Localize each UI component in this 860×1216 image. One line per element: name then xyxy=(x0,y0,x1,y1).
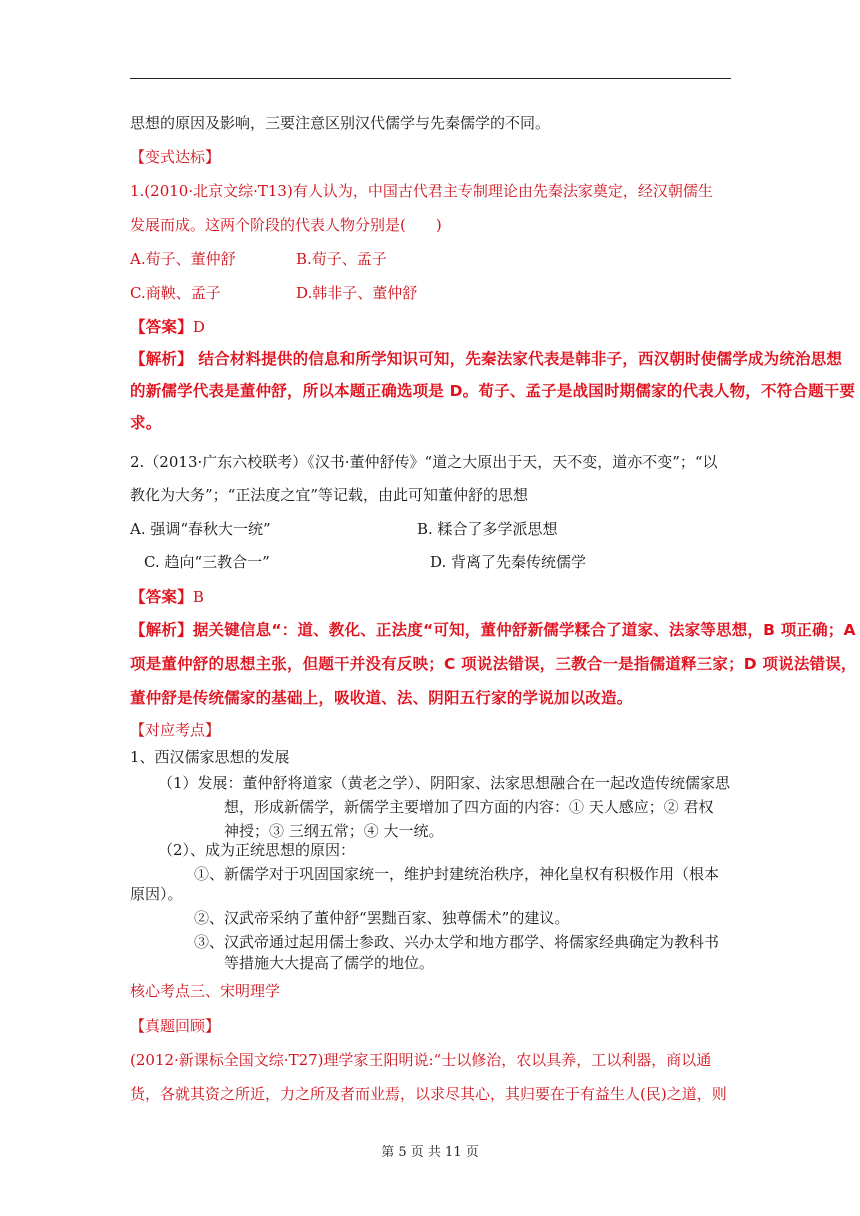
q2-stem-line1: 2.（2013·广东六校联考）《汉书·董仲舒传》“道之大原出于天，天不变，道亦不变”；“以 xyxy=(130,453,718,471)
q2-explanation-line1 xyxy=(130,620,856,640)
q2-answer: B xyxy=(192,588,204,606)
keypoint-line2: 想，形成新儒学，新儒学主要增加了四方面的内容：① 天人感应；② 君权 xyxy=(224,798,714,816)
keypoint-line1: （1）发展：董仲舒将道家（黄老之学）、阴阳家、法家思想融合在一起改造传统儒家思 xyxy=(158,774,731,792)
q2-explanation-label: 【解析】 xyxy=(130,621,193,639)
q2-explanation-line2: 项是董仲舒的思想主张，但题干并没有反映；C 项说法错误，三教合一是指儒道释三家；D 项说法错误， xyxy=(130,655,857,673)
intro-text: 思想的原因及影响，三要注意区别汉代儒学与先秦儒学的不同。 xyxy=(130,114,551,132)
q1-explanation-line2: 的新儒学代表是董仲舒，所以本题正确选项是 D。荀子、孟子是战国时期儒家的代表人物，不符合题干要 xyxy=(130,382,856,400)
q1-stem-line1: 1.(2010·北京文综·T13)有人认为，中国古代君主专制理论由先秦法家奠定，经汉朝儒生 xyxy=(130,182,713,200)
q1-option-c: C.商鞅、孟子 xyxy=(130,284,221,302)
core-question-line2: 货，各就其资之所近，力之所及者而业焉，以求尽其心，其归要在于有益生人(民)之道，则 xyxy=(130,1085,727,1103)
q2-explanation-line3: 董仲舒是传统儒家的基础上，吸收道、法、阴阳五行家的学说加以改造。 xyxy=(130,689,633,707)
q2-option-d: D. 背离了先秦传统儒学 xyxy=(430,553,587,571)
q1-option-d: D.韩非子、董仲舒 xyxy=(296,284,418,302)
core-section-title: 核心考点三、宋明理学 xyxy=(130,982,281,1000)
q2-option-b: B. 糅合了多学派思想 xyxy=(417,520,558,538)
keypoint-line5: ①、新儒学对于巩固国家统一，维护封建统治秩序，神化皇权有积极作用（根本 xyxy=(194,865,720,883)
q1-answer-label: 【答案】 xyxy=(130,318,193,336)
keypoint-line8: ③、汉武帝通过起用儒士参政、兴办太学和地方郡学、将儒家经典确定为教科书 xyxy=(194,933,720,951)
q1-stem-line2: 发展而成。这两个阶段的代表人物分别是( ) xyxy=(130,216,442,234)
keypoint-line9: 等措施大大提高了儒学的地位。 xyxy=(224,954,435,972)
section-heading-variant: 【变式达标】 xyxy=(130,148,221,166)
keypoint-line4: （2）、成为正统思想的原因： xyxy=(158,841,356,859)
header-rule xyxy=(130,78,731,79)
q1-option-b: B.荀子、孟子 xyxy=(296,250,387,268)
keypoint-line7: ②、汉武帝采纳了董仲舒“罢黜百家、独尊儒术”的建议。 xyxy=(194,909,570,927)
q2-answer-label: 【答案】 xyxy=(130,588,193,606)
q2-answer-line xyxy=(130,587,735,607)
section-heading-review: 【真题回顾】 xyxy=(130,1017,221,1035)
section-heading-keypoints: 【对应考点】 xyxy=(130,721,221,739)
q2-option-c: C. 趋向“三教合一” xyxy=(144,553,270,571)
q1-option-a: A.荀子、董仲舒 xyxy=(130,250,236,268)
q2-explanation-text1: 据关键信息“：道、教化、正法度“可知，董仲舒新儒学糅合了道家、法家等思想，B 项正确；A xyxy=(192,621,856,639)
keypoint-title: 1、西汉儒家思想的发展 xyxy=(130,748,290,766)
q1-explanation-line3: 求。 xyxy=(130,414,162,432)
q1-explanation-line1 xyxy=(130,349,843,369)
keypoint-line3: 神授；③ 三纲五常；④ 大一统。 xyxy=(224,822,444,840)
q2-option-a: A. 强调“春秋大一统” xyxy=(130,520,271,538)
keypoint-line6: 原因）。 xyxy=(130,885,183,903)
q1-answer: D xyxy=(192,318,205,336)
q1-explanation-text1: 结合材料提供的信息和所学知识可知，先秦法家代表是韩非子，西汉朝时使儒学成为统治思想 xyxy=(198,350,843,368)
q1-answer-line xyxy=(130,317,735,337)
q2-stem-line2: 教化为大务”；“正法度之宜”等记载，由此可知董仲舒的思想 xyxy=(130,486,529,504)
page-footer: 第 5 页 共 11 页 xyxy=(381,1145,479,1160)
q1-explanation-label: 【解析】 xyxy=(130,350,193,368)
core-question-line1: (2012·新课标全国文综·T27)理学家王阳明说:“士以修治，农以具养，工以利器，商以通 xyxy=(130,1051,712,1069)
